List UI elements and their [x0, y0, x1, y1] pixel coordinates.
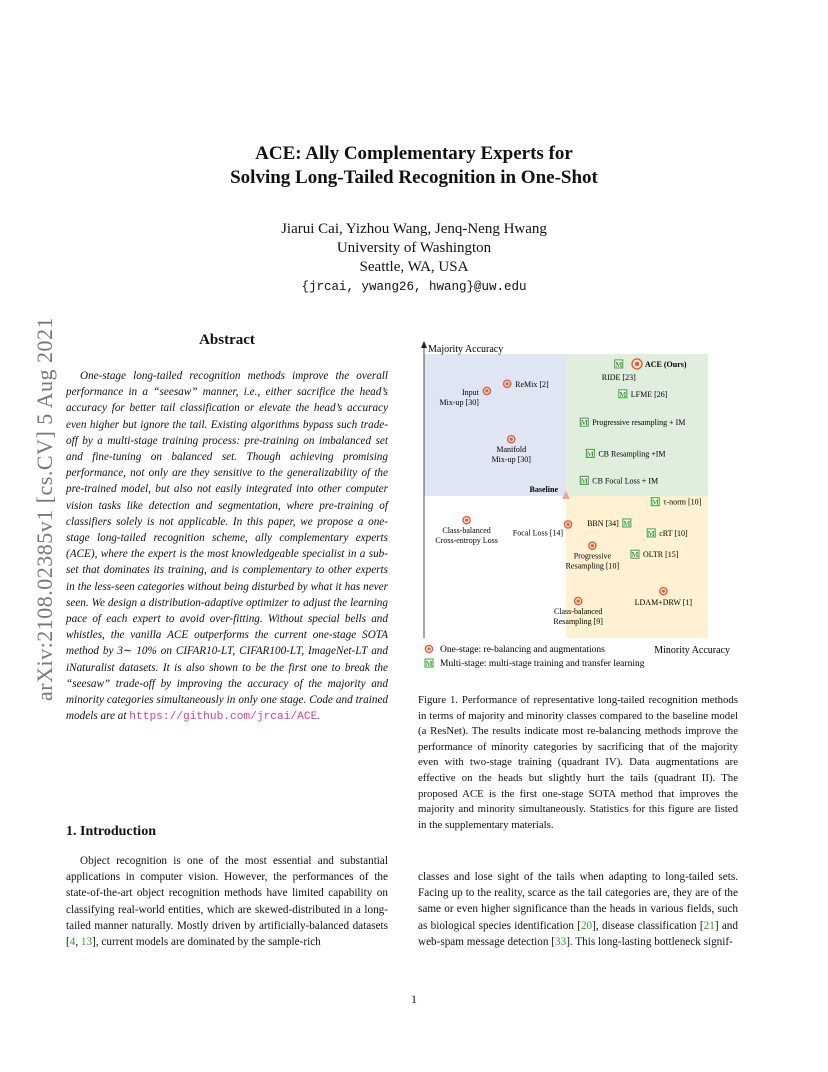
citation-link[interactable]: 33 — [555, 935, 567, 948]
point-label: BBN [34] — [587, 518, 619, 528]
figure-caption: Figure 1. Performance of representative long-tailed recognition methods in terms of majority and minority classes compared to the baseline model (a ResNet). The results indicate most re-balancing methods improve the performance of minority categories by sacrificing that of the majority even with two-stage training (quadrant IV). Data augmentations are effective on the heads but slightly hurt the tails (quadrant II). The proposed ACE is the first one-stage SOTA method that improves the majority and minority simultaneously. Statistics for this figure are listed in the supplementary materials. — [418, 694, 738, 831]
point-label: ReMix [2] — [515, 379, 549, 389]
chart-point — [580, 476, 658, 485]
point-label: cRT [10] — [659, 528, 688, 538]
point-label: Focal Loss [14] — [512, 528, 564, 538]
svg-text:M: M — [586, 449, 594, 459]
abstract-body — [66, 368, 388, 725]
point-label: Progressive — [573, 551, 612, 561]
right-paragraph — [418, 869, 738, 950]
svg-text:M: M — [580, 418, 588, 428]
point-label: LFME [26] — [630, 389, 668, 399]
point-label-line-2: Resampling [9] — [553, 617, 603, 627]
point-label: CB Focal Loss + IM — [592, 476, 659, 486]
baseline-label: Baseline — [529, 485, 558, 494]
title-line-2: Solving Long-Tailed Recognition in One-Shot — [230, 167, 598, 188]
intro-text-b: ], current models are dominated by the sample-rich — [92, 936, 321, 949]
right-text-c: ] and web-spam message detection [ — [418, 919, 738, 948]
author-block — [0, 220, 828, 277]
point-label: Progressive resampling + IM — [592, 418, 686, 428]
introduction-body — [66, 853, 388, 950]
svg-text:M: M — [580, 476, 588, 486]
right-text-b: ], disease classification [ — [592, 919, 704, 932]
figure-1-chart — [418, 338, 748, 678]
right-text-a: classes and lose sight of the tails when adapting to long-tailed sets. Facing up to the reality, scarce as the tail categories are, they are of the same or even higher significance than the heads in various fields, such as biological species identification [ — [418, 871, 738, 932]
chart-point — [631, 550, 679, 559]
svg-text:M: M — [425, 659, 433, 668]
legend-text: One-stage: re-balancing and augmentations — [440, 645, 605, 655]
citation-link[interactable]: 21 — [703, 919, 715, 932]
introduction-heading: 1. Introduction — [66, 824, 156, 839]
point-label: Manifold — [496, 445, 527, 455]
chart-point — [647, 529, 688, 538]
svg-text:M: M — [631, 550, 639, 560]
intro-paragraph — [66, 853, 388, 950]
svg-text:M: M — [623, 518, 631, 528]
point-label: RIDE [23] — [601, 372, 636, 382]
point-label: LDAM+DRW [1] — [634, 598, 693, 608]
quadrant-2 — [424, 354, 566, 496]
citation-separator: , — [75, 936, 81, 949]
point-label: OLTR [15] — [642, 550, 679, 560]
legend-entry — [425, 658, 645, 669]
point-label: ACE (Ours) — [645, 359, 687, 369]
title-line-1: ACE: Ally Complementary Experts for — [255, 143, 573, 164]
point-label: τ-norm [10] — [663, 497, 702, 507]
code-link[interactable]: https://github.com/jrcai/ACE — [129, 711, 318, 724]
right-column-body — [418, 869, 738, 950]
svg-text:M: M — [615, 359, 623, 369]
citation-link[interactable]: 20 — [580, 919, 593, 932]
point-label-line-2: Resampling [10] — [565, 561, 620, 571]
abstract-end: . — [317, 710, 321, 723]
abstract-heading: Abstract — [199, 332, 255, 348]
chart-point — [586, 449, 665, 458]
chart-point — [580, 418, 685, 427]
point-label-line-2: Mix-up [30] — [491, 455, 531, 465]
chart-point — [651, 498, 701, 507]
citation-link[interactable]: 13 — [80, 936, 93, 949]
x-axis-label: Minority Accuracy — [654, 645, 730, 656]
right-text-d: ]. This long-lasting bottleneck signif- — [566, 935, 733, 948]
paper-title — [0, 142, 828, 190]
point-label-line-2: Mix-up [30] — [439, 397, 479, 407]
citation-link[interactable]: 4 — [69, 936, 76, 949]
arxiv-identifier: arXiv:2108.02385v1 [cs.CV] 5 Aug 2021 — [32, 317, 57, 701]
legend-entry — [425, 645, 605, 655]
svg-text:M: M — [651, 497, 659, 507]
email: {jrcai, ywang26, hwang}@uw.edu — [301, 280, 527, 294]
point-label: CB Resampling +IM — [598, 449, 666, 459]
abstract-text: One-stage long-tailed recognition methods improve the overall performance in a “seesaw” manner, i.e., either sacrifice the head’s accuracy for better tail classification or elevate the head’s accuracy even higher but ignore the tail. Existing algorithms bypass such trade-off by a multi-stage training process: pre-training on imbalanced set and fine-tuning on balanced set. Though achieving promising performance, not only are they sensitive to the generalizability of the pre-trained model, but also not easily integrated into other computer vision tasks like detection and segmentation, where pre-training of classifiers solely is not applicable. In this paper, we propose a one-stage long-tailed recognition scheme, ally complementary experts (ACE), where the expert is the most knowledgeable specialist in a sub-set that dominates its training, and is complementary to other experts in the less-seen categories without being disturbed by what it has never seen. We design a distribution-adaptive optimizer to adjust the learning pace of each expert to avoid over-fitting. Without special bells and whistles, the vanilla ACE outperforms the current one-stage SOTA method by 3∼ 10% on CIFAR10-LT, CIFAR100-LT, ImageNet-LT and iNaturalist datasets. It is also shown to be the first one to break the “seesaw” trade-off by improving the accuracy of the majority and minority categories simultaneously in only one stage. Code and trained models are at — [66, 370, 388, 723]
legend-text: Multi-stage: multi-stage training and transfer learning — [440, 659, 645, 669]
chart-legend — [425, 645, 645, 669]
quadrant-3 — [424, 496, 566, 638]
chart-point — [619, 390, 668, 399]
intro-text-a: Object recognition is one of the most essential and substantial applications in computer vision. However, the performances of the state-of-the-art object recognition methods have limited capability on classifying real-world entities, which are skewed-distributed in a long-tailed manner naturally. Mostly driven by artificially-balanced datasets [ — [66, 855, 388, 949]
svg-text:M: M — [619, 389, 627, 399]
y-axis-arrow — [421, 341, 427, 348]
point-label: Input — [461, 387, 479, 397]
abstract-paragraph — [66, 368, 388, 725]
point-label: Class-balanced — [442, 526, 491, 536]
affiliation: University of Washington — [336, 240, 492, 256]
authors: Jiarui Cai, Yizhou Wang, Jenq-Neng Hwang — [281, 221, 547, 237]
point-label-line-2: Cross-entropy Loss — [435, 536, 498, 546]
location: Seattle, WA, USA — [359, 259, 469, 275]
page-number: 1 — [411, 992, 417, 1006]
point-label: Class-balanced — [553, 607, 603, 617]
svg-text:M: M — [647, 528, 655, 538]
chart-point — [587, 519, 631, 528]
y-axis-label: Majority Accuracy — [428, 344, 504, 355]
